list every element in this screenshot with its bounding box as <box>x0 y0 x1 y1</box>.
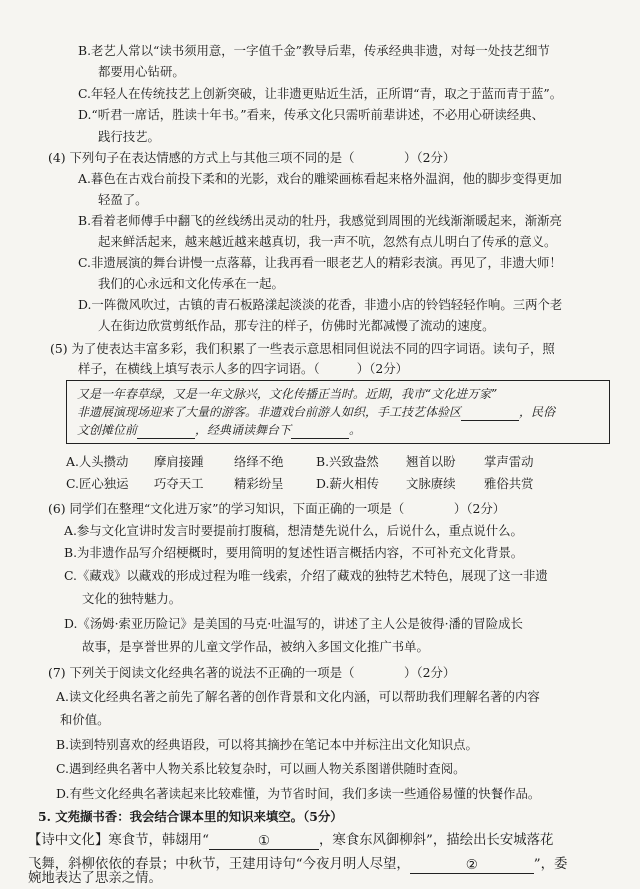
q5-option-b2: 翘首以盼 <box>406 454 456 469</box>
poem-line-1 <box>28 832 553 850</box>
option-a-q7-cont: 和价值。 <box>60 712 110 727</box>
blank-poem-1-marker: ① <box>257 834 270 849</box>
option-d-q6: D.《汤姆·索亚历险记》是美国的马克·吐温写的，讲述了主人公是彼得·潘的冒险成长 <box>64 616 523 631</box>
passage-line-3-mid: ，经典诵读舞台下 <box>195 423 292 437</box>
q5-option-d3: 雅俗共赏 <box>484 476 534 491</box>
section-5-heading: 5. 文苑撷书香：我会结合课本里的知识来填空。（5分） <box>38 809 343 824</box>
q5-option-c2: 巧夺天工 <box>154 476 204 491</box>
q5-option-d1: D.薪火相传 <box>316 476 379 491</box>
question-4: (4) 下列句子在表达情感的方式上与其他三项不同的是（ ）（2分） <box>48 150 456 165</box>
poem-line-1-text: 【诗中文化】寒食节，韩翃用“ <box>28 833 209 848</box>
question-6: (6) 同学们在整理“文化进万家”的学习知识，下面正确的一项是（ ）（2分） <box>48 501 506 516</box>
q5-option-b1: B.兴致盎然 <box>316 454 379 469</box>
passage-line-2-tail: ，民俗 <box>519 405 556 419</box>
option-c-q6: C.《藏戏》以藏戏的形成过程为唯一线索，介绍了藏戏的独特艺术特色，展现了这一非遗 <box>64 568 548 583</box>
blank-poem-2-marker: ② <box>465 858 478 873</box>
q5-option-c1: C.匠心独运 <box>66 476 129 491</box>
poem-line-2-text: 飞舞，斜柳依依的春景；中秋节，王建用诗句“今夜月明人尽望， <box>28 857 410 872</box>
option-b-q3: B.老艺人常以“读书须用意，一字值千金”教导后辈，传承经典非遗，对每一处技艺细节 <box>78 43 550 58</box>
q5-option-a1: A.人头攒动 <box>66 454 129 469</box>
passage-box <box>66 380 610 444</box>
option-d-q4-cont: 人在街边欣赏剪纸作品，那专注的样子，仿佛时光都减慢了流动的速度。 <box>98 318 495 333</box>
blank-poem-2[interactable] <box>410 857 534 874</box>
option-b-q4: B.看着老师傅手中翻飞的丝线绣出灵动的牡丹，我感觉到周围的光线渐渐暖起来，渐渐亮 <box>78 213 562 228</box>
q5-option-a3: 络绎不绝 <box>234 454 284 469</box>
option-d-q6-cont: 故事，是享誉世界的儿童文学作品，被纳入多国文化推广书单。 <box>82 639 429 654</box>
blank-1[interactable] <box>461 406 519 421</box>
option-a-q4: A.暮色在古戏台前投下柔和的光影，戏台的雕梁画栋看起来格外温润，他的脚步变得更加 <box>78 171 562 186</box>
option-a-q7: A.读文化经典名著之前先了解名著的创作背景和文化内涵，可以帮助我们理解名著的内容 <box>56 689 540 704</box>
option-d-q3-cont: 践行技艺。 <box>98 129 160 144</box>
option-a-q6: A.参与文化宣讲时发言时要提前打腹稿，想清楚先说什么，后说什么，重点说什么。 <box>64 523 523 538</box>
blank-2[interactable] <box>137 424 195 439</box>
option-b-q7: B.读到特别喜欢的经典语段，可以将其摘抄在笔记本中并标注出文化知识点。 <box>56 737 478 752</box>
q5-option-d2: 文脉赓续 <box>406 476 456 491</box>
option-a-q4-cont: 轻盈了。 <box>98 192 148 207</box>
option-c-q4: C.非遗展演的舞台讲慢一点落幕，让我再看一眼老艺人的精彩表演。再见了，非遗大师！ <box>78 255 562 270</box>
question-5-cont: 样子，在横线上填写表示人多的四字词语。（ ）（2分） <box>78 361 409 376</box>
question-5: (5) 为了使表达丰富多彩，我们积累了一些表示意思相同但说法不同的四字词语。读句子，照 <box>50 341 555 356</box>
option-b-q4-cont: 起来鲜活起来，越来越近越来越真切，我一声不吭，忽然有点儿明白了传承的意义。 <box>98 234 557 249</box>
option-c-q4-cont: 我们的心永远和文化传承在一起。 <box>98 276 284 291</box>
passage-line-2 <box>77 403 555 421</box>
option-d-q7: D.有些文化经典名著读起来比较难懂，为节省时间，我们多读一些通俗易懂的快餐作品。 <box>56 786 541 801</box>
option-d-q3: D.“听君一席话，胜读十年书。”看来，传承文化只需听前辈讲述，不必用心研读经典、 <box>78 107 544 122</box>
blank-poem-1[interactable] <box>209 833 319 850</box>
passage-line-3 <box>77 421 361 439</box>
passage-line-3-tail: 。 <box>349 423 362 437</box>
option-b-q6: B.为非遗作品写介绍梗概时，要用简明的复述性语言概括内容，不可补充文化背景。 <box>64 545 524 560</box>
option-c-q7: C.遇到经典名著中人物关系比较复杂时，可以画人物关系图谱供随时查阅。 <box>56 761 466 776</box>
q5-option-c3: 精彩纷呈 <box>234 476 284 491</box>
option-c-q3: C.年轻人在传统技艺上创新突破，让非遗更贴近生活，正所谓“青，取之于蓝而青于蓝”。 <box>78 86 563 101</box>
question-7: (7) 下列关于阅读文化经典名著的说法不正确的一项是（ ）（2分） <box>48 665 456 680</box>
passage-line-1: 又是一年春草绿，又是一年文脉兴，文化传播正当时。近期，我市“文化进万家” <box>77 387 498 401</box>
blank-3[interactable] <box>291 424 349 439</box>
q5-option-b3: 掌声雷动 <box>484 454 534 469</box>
passage-line-3-text: 文创摊位前 <box>77 423 138 437</box>
q5-option-a2: 摩肩接踵 <box>154 454 204 469</box>
poem-line-3: 婉地表达了思亲之情。 <box>28 871 162 886</box>
poem-line-1-tail: ，寒食东风御柳斜”，描绘出长安城落花 <box>318 833 554 848</box>
poem-line-2-tail: ”，委 <box>533 857 568 872</box>
option-d-q4: D.一阵微风吹过，古镇的青石板路漾起淡淡的花香，非遗小店的铃铛轻轻作响。三两个老 <box>78 297 563 312</box>
option-c-q6-cont: 文化的独特魅力。 <box>82 591 182 606</box>
passage-line-2-text: 非遗展演现场迎来了大量的游客。非遗戏台前游人如织，手工技艺体验区 <box>77 405 462 419</box>
option-b-q3-cont: 都要用心钻研。 <box>98 64 185 79</box>
